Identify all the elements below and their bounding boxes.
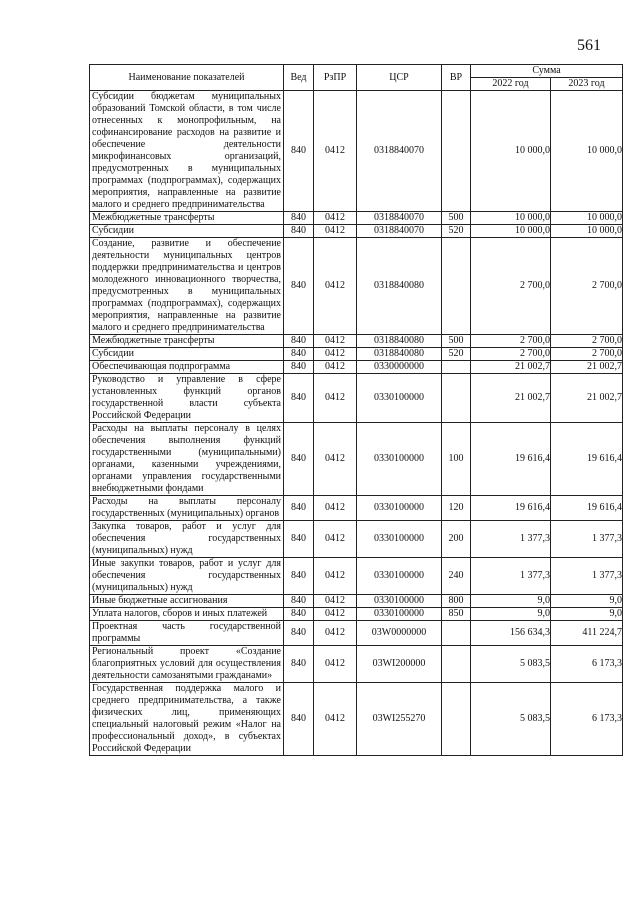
table-row (90, 621, 623, 646)
row-name: Межбюджетные трансферты (90, 212, 284, 225)
row-amount-2022: 5 083,5 (471, 683, 551, 756)
row-amount-2023: 6 173,3 (551, 646, 623, 683)
row-vr: 520 (442, 348, 471, 361)
row-amount-2023: 9,0 (551, 608, 623, 621)
row-amount-2022: 21 002,7 (471, 374, 551, 423)
row-amount-2023: 19 616,4 (551, 423, 623, 496)
row-amount-2022: 10 000,0 (471, 225, 551, 238)
row-vr: 200 (442, 521, 471, 558)
row-ved: 840 (284, 595, 314, 608)
row-amount-2023: 10 000,0 (551, 225, 623, 238)
row-csr: 03W0000000 (357, 621, 442, 646)
table-row (90, 608, 623, 621)
row-amount-2023: 2 700,0 (551, 238, 623, 335)
table-row (90, 348, 623, 361)
row-amount-2022: 2 700,0 (471, 238, 551, 335)
row-csr: 0330100000 (357, 608, 442, 621)
row-name: Расходы на выплаты персоналу государственных (муниципальных) органов (90, 496, 284, 521)
row-csr: 0318840080 (357, 348, 442, 361)
row-vr: 500 (442, 212, 471, 225)
row-rzpr: 0412 (314, 496, 357, 521)
table-body (90, 91, 623, 756)
row-amount-2023: 6 173,3 (551, 683, 623, 756)
row-ved: 840 (284, 683, 314, 756)
row-rzpr: 0412 (314, 91, 357, 212)
row-amount-2023: 1 377,3 (551, 558, 623, 595)
row-ved: 840 (284, 423, 314, 496)
row-name: Иные закупки товаров, работ и услуг для обеспечения государственных (муниципальных) нужд (90, 558, 284, 595)
table-row (90, 646, 623, 683)
row-ved: 840 (284, 646, 314, 683)
row-name: Субсидии (90, 348, 284, 361)
row-amount-2022: 10 000,0 (471, 212, 551, 225)
row-name: Расходы на выплаты персоналу в целях обеспечения выполнения функций государственными (муниципальными) органами, казенными учреждениями, органами управления государственными внебюджетными фондами (90, 423, 284, 496)
table-row (90, 225, 623, 238)
header-vr: ВР (442, 65, 471, 91)
row-csr: 0330100000 (357, 496, 442, 521)
row-vr (442, 621, 471, 646)
row-amount-2022: 19 616,4 (471, 496, 551, 521)
row-rzpr: 0412 (314, 374, 357, 423)
row-ved: 840 (284, 91, 314, 212)
table-row (90, 423, 623, 496)
row-amount-2022: 9,0 (471, 608, 551, 621)
row-amount-2022: 21 002,7 (471, 361, 551, 374)
row-csr: 0318840070 (357, 91, 442, 212)
table-row (90, 335, 623, 348)
row-name: Обеспечивающая подпрограмма (90, 361, 284, 374)
row-amount-2023: 411 224,7 (551, 621, 623, 646)
row-amount-2022: 1 377,3 (471, 558, 551, 595)
row-rzpr: 0412 (314, 621, 357, 646)
row-rzpr: 0412 (314, 683, 357, 756)
table-row (90, 212, 623, 225)
row-rzpr: 0412 (314, 423, 357, 496)
row-rzpr: 0412 (314, 521, 357, 558)
table-row (90, 361, 623, 374)
row-csr: 0330100000 (357, 595, 442, 608)
header-csr: ЦСР (357, 65, 442, 91)
row-ved: 840 (284, 608, 314, 621)
budget-table (89, 64, 623, 756)
row-amount-2022: 156 634,3 (471, 621, 551, 646)
table-row (90, 683, 623, 756)
row-vr: 100 (442, 423, 471, 496)
header-year-2023: 2023 год (551, 78, 623, 91)
row-name: Субсидии бюджетам муниципальных образований Томской области, в том числе отнесенных к монопрофильным, на софинансирование расходов на развитие и обеспечение деятельности микрофинансовых организаций, предусмотренных в муниципальных программах (подпрограммах), содержащих мероприятия, направленные на развитие малого и среднего предпринимательства (90, 91, 284, 212)
row-csr: 0330100000 (357, 558, 442, 595)
row-rzpr: 0412 (314, 608, 357, 621)
row-vr (442, 683, 471, 756)
row-ved: 840 (284, 558, 314, 595)
row-amount-2022: 19 616,4 (471, 423, 551, 496)
page-number: 561 (577, 37, 601, 54)
row-amount-2022: 2 700,0 (471, 335, 551, 348)
header-rzpr: РзПР (314, 65, 357, 91)
row-csr: 03WI200000 (357, 646, 442, 683)
row-amount-2022: 10 000,0 (471, 91, 551, 212)
row-ved: 840 (284, 335, 314, 348)
row-amount-2022: 5 083,5 (471, 646, 551, 683)
row-rzpr: 0412 (314, 361, 357, 374)
row-vr (442, 91, 471, 212)
row-csr: 0318840070 (357, 212, 442, 225)
row-amount-2022: 2 700,0 (471, 348, 551, 361)
row-vr: 800 (442, 595, 471, 608)
header-sum: Сумма (471, 65, 623, 78)
row-vr: 120 (442, 496, 471, 521)
row-name: Создание, развитие и обеспечение деятельности муниципальных центров поддержки предпринимательства и центров молодежного инновационного творчества, предусмотренных в муниципальных программах (подпрограммах), содержащих мероприятия, направленные на развитие малого и среднего предпринимательства (90, 238, 284, 335)
row-rzpr: 0412 (314, 348, 357, 361)
table-row (90, 521, 623, 558)
row-rzpr: 0412 (314, 646, 357, 683)
row-rzpr: 0412 (314, 225, 357, 238)
row-amount-2023: 2 700,0 (551, 335, 623, 348)
table-row (90, 238, 623, 335)
row-csr: 0318840080 (357, 238, 442, 335)
row-name: Региональный проект «Создание благоприятных условий для осуществления деятельности самозанятыми гражданами» (90, 646, 284, 683)
row-ved: 840 (284, 621, 314, 646)
row-csr: 0318840070 (357, 225, 442, 238)
row-rzpr: 0412 (314, 212, 357, 225)
row-vr (442, 238, 471, 335)
row-rzpr: 0412 (314, 558, 357, 595)
row-vr: 850 (442, 608, 471, 621)
row-name: Межбюджетные трансферты (90, 335, 284, 348)
row-amount-2023: 21 002,7 (551, 361, 623, 374)
table-row (90, 91, 623, 212)
row-vr (442, 361, 471, 374)
row-amount-2023: 10 000,0 (551, 212, 623, 225)
row-name: Иные бюджетные ассигнования (90, 595, 284, 608)
row-name: Уплата налогов, сборов и иных платежей (90, 608, 284, 621)
row-csr: 0318840080 (357, 335, 442, 348)
row-amount-2023: 1 377,3 (551, 521, 623, 558)
row-csr: 0330000000 (357, 361, 442, 374)
table-header (90, 65, 623, 91)
row-ved: 840 (284, 496, 314, 521)
row-name: Закупка товаров, работ и услуг для обеспечения государственных (муниципальных) нужд (90, 521, 284, 558)
row-csr: 0330100000 (357, 521, 442, 558)
row-csr: 0330100000 (357, 374, 442, 423)
row-vr (442, 374, 471, 423)
header-year-2022: 2022 год (471, 78, 551, 91)
row-name: Государственная поддержка малого и среднего предпринимательства, а также физических лиц, применяющих специальный налоговый режим «Налог на профессиональный доход», в субъектах Российской Федерации (90, 683, 284, 756)
row-vr (442, 646, 471, 683)
row-ved: 840 (284, 225, 314, 238)
row-name: Субсидии (90, 225, 284, 238)
row-name: Проектная часть государственной программы (90, 621, 284, 646)
row-ved: 840 (284, 348, 314, 361)
row-csr: 03WI255270 (357, 683, 442, 756)
row-amount-2023: 10 000,0 (551, 91, 623, 212)
row-ved: 840 (284, 361, 314, 374)
header-ved: Вед (284, 65, 314, 91)
row-vr: 500 (442, 335, 471, 348)
row-amount-2022: 9,0 (471, 595, 551, 608)
table-row (90, 558, 623, 595)
table-row (90, 496, 623, 521)
row-ved: 840 (284, 374, 314, 423)
row-amount-2022: 1 377,3 (471, 521, 551, 558)
row-csr: 0330100000 (357, 423, 442, 496)
row-rzpr: 0412 (314, 595, 357, 608)
row-rzpr: 0412 (314, 335, 357, 348)
row-rzpr: 0412 (314, 238, 357, 335)
row-ved: 840 (284, 521, 314, 558)
row-amount-2023: 9,0 (551, 595, 623, 608)
row-vr: 520 (442, 225, 471, 238)
row-vr: 240 (442, 558, 471, 595)
row-amount-2023: 21 002,7 (551, 374, 623, 423)
row-ved: 840 (284, 212, 314, 225)
row-name: Руководство и управление в сфере установленных функций органов государственной власти субъекта Российской Федерации (90, 374, 284, 423)
table-row (90, 595, 623, 608)
row-ved: 840 (284, 238, 314, 335)
row-amount-2023: 19 616,4 (551, 496, 623, 521)
table-row (90, 374, 623, 423)
row-amount-2023: 2 700,0 (551, 348, 623, 361)
header-name: Наименование показателей (90, 65, 284, 91)
